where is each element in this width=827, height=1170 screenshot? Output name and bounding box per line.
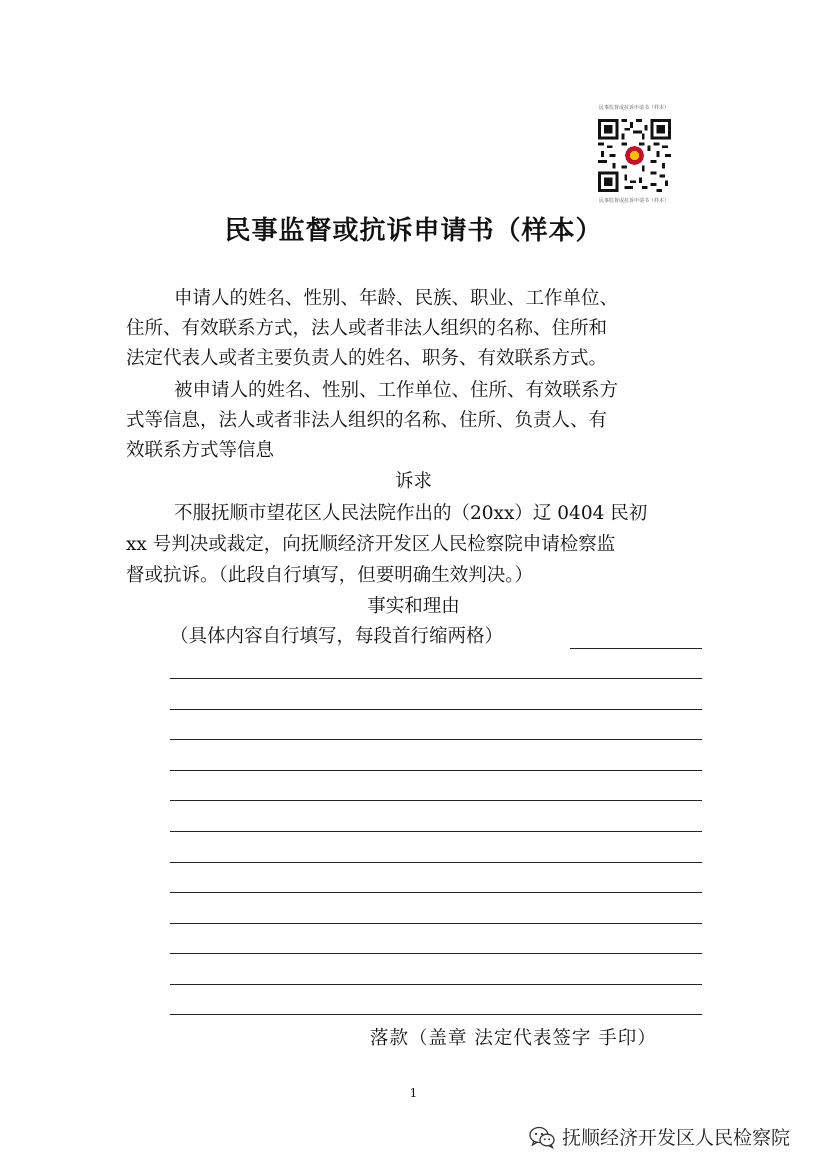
wechat-icon [528,1125,556,1149]
qr-code-icon [598,119,671,192]
claims-line: xx 号判决或裁定，向抚顺经济开发区人民检察院申请检察监 [126,534,616,555]
writing-line [570,648,702,649]
applicant-line: 法定代表人或者主要负责人的姓名、职务、有效联系方式。 [126,348,608,369]
writing-line [170,1014,702,1015]
page-title: 民事监督或抗诉申请书（样本） [224,216,603,246]
applicant-line: 住所、有效联系方式，法人或者非法人组织的名称、住所和 [126,318,608,339]
writing-line [170,953,702,954]
signature-line: 落款（盖章 法定代表签字 手印） [370,1028,657,1049]
page-number: 1 [409,1086,418,1100]
applicant-line: 申请人的姓名、性别、年龄、民族、职业、工作单位、 [174,288,619,309]
qr-caption-top: 民事监督或抗诉申请书（样本） [598,105,669,111]
writing-line [170,709,702,710]
facts-instruction: （具体内容自行填写，每段首行缩两格） [170,626,504,647]
writing-line [170,892,702,893]
respondent-line: 效联系方式等信息 [126,440,275,461]
claims-heading: 诉求 [394,471,432,492]
writing-line [170,770,702,771]
claims-line: 不服抚顺市望花区人民法院作出的（20xx）辽 0404 民初 [174,503,648,524]
watermark-text: 抚顺经济开发区人民检察院 [562,1127,791,1149]
writing-line [170,800,702,801]
writing-line [170,678,702,679]
writing-line [170,831,702,832]
facts-heading: 事实和理由 [367,596,460,617]
respondent-line: 被申请人的姓名、性别、工作单位、住所、有效联系方 [174,380,619,401]
writing-line [170,739,702,740]
writing-line [170,923,702,924]
claims-line: 督或抗诉。（此段自行填写，但要明确生效判决。） [126,565,534,586]
writing-line [170,862,702,863]
writing-line [170,984,702,985]
respondent-line: 式等信息，法人或者非法人组织的名称、住所、负责人、有 [126,410,608,431]
qr-caption-bottom: 民事监督或抗诉申请书（样本） [598,198,669,204]
watermark [528,1123,790,1150]
